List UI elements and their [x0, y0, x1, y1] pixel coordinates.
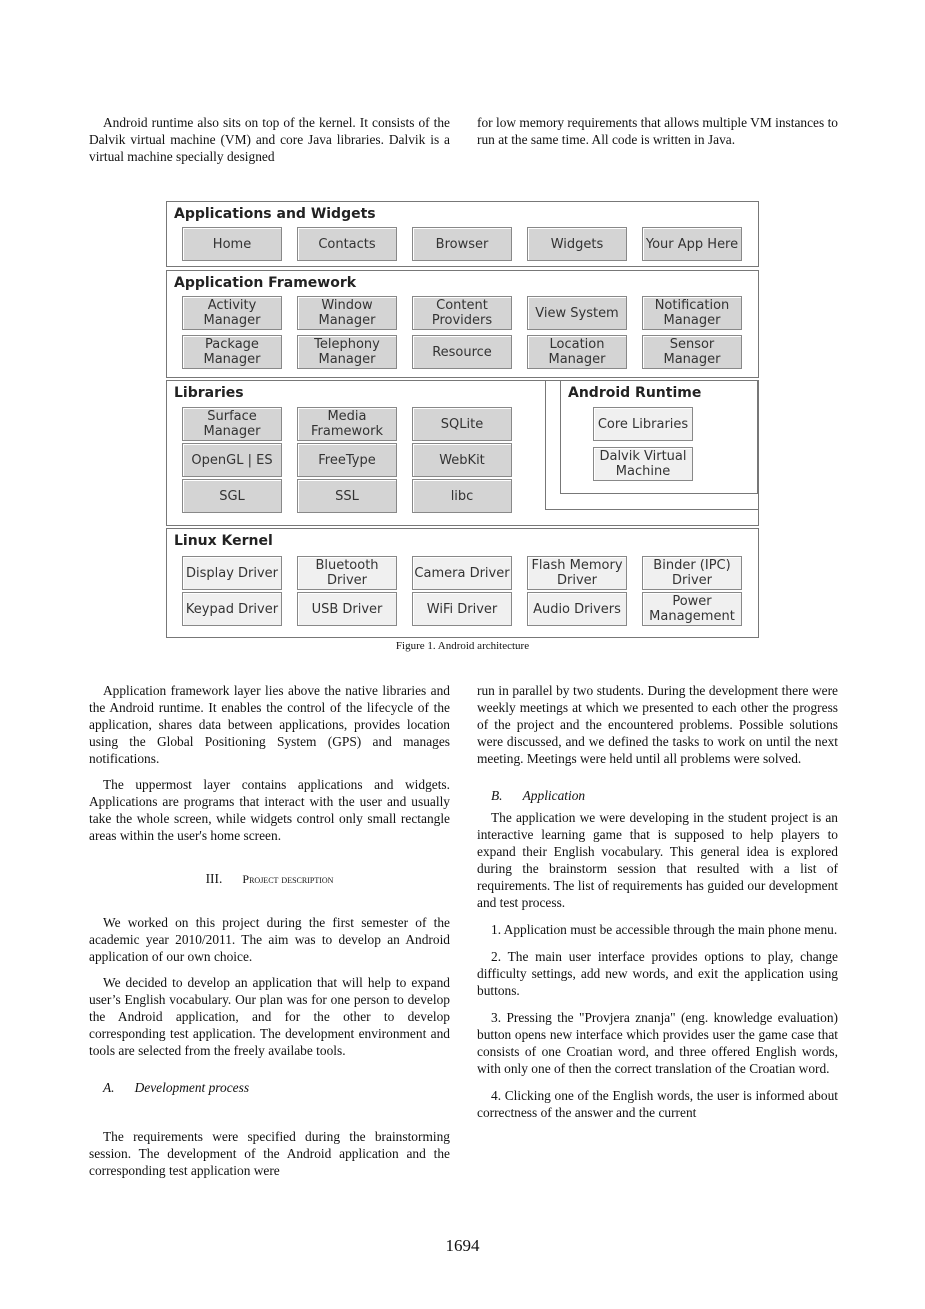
paragraph: Android runtime also sits on top of the kernel. It consists of the Dalvik virtual machine (VM) and core Java libraries. Dalvik is a virtual machine specially designed: [89, 115, 450, 164]
box-widgets: Widgets: [527, 227, 627, 261]
box-dalvik-vm: Dalvik Virtual Machine: [593, 447, 693, 481]
box-home: Home: [182, 227, 282, 261]
paragraph: run in parallel by two students. During the development there were weekly meetings at which we presented to each other the progress of the project and the encountered problems. Possible solutions were discussed, and we defined the tasks to work on until the next meeting. Meetings were held until all problems were solved.: [477, 683, 838, 766]
page-number: 1694: [445, 1236, 480, 1255]
box-flash-memory-driver: Flash Memory Driver: [527, 556, 627, 590]
box-location-manager: Location Manager: [527, 335, 627, 369]
figure-caption: Figure 1. Android architecture: [395, 640, 530, 652]
requirement-1: 1. Application must be accessible through the main phone menu.: [491, 922, 838, 937]
framework-layer: [166, 270, 759, 378]
bottom-left-column: [89, 682, 450, 1179]
box-telephony-manager: Telephony Manager: [297, 335, 397, 369]
box-binder-driver: Binder (IPC) Driver: [642, 556, 742, 590]
top-right-column: [477, 114, 838, 148]
box-your-app: Your App Here: [642, 227, 742, 261]
box-contacts: Contacts: [297, 227, 397, 261]
paragraph: The uppermost layer contains applications and widgets. Applications are programs that interact with the user and usually take the whole screen, while widgets control only small rectangle areas within the user's home screen.: [89, 777, 450, 843]
bottom-right-column: [477, 682, 838, 1121]
requirement-4: 4. Clicking one of the English words, the user is informed about correctness of the answer and the current: [477, 1088, 838, 1120]
subsection-heading: [477, 787, 838, 804]
box-sqlite: SQLite: [412, 407, 512, 441]
divider: [545, 509, 758, 510]
box-opengl: OpenGL | ES: [182, 443, 282, 477]
section-number: III.: [205, 871, 223, 886]
box-keypad-driver: Keypad Driver: [182, 592, 282, 626]
box-sensor-manager: Sensor Manager: [642, 335, 742, 369]
box-resource: Resource: [412, 335, 512, 369]
box-activity-manager: Activity Manager: [182, 296, 282, 330]
box-package-manager: Package Manager: [182, 335, 282, 369]
box-window-manager: Window Manager: [297, 296, 397, 330]
paragraph: We decided to develop an application that will help to expand user’s English vocabulary. Our plan was for one person to develop the Android application, and for the other to develop corresponding test application. The development environment and tools are selected from the freely availabe tools.: [89, 975, 450, 1058]
box-core-libraries: Core Libraries: [593, 407, 693, 441]
box-wifi-driver: WiFi Driver: [412, 592, 512, 626]
layer-title: Applications and Widgets: [174, 206, 376, 222]
box-freetype: FreeType: [297, 443, 397, 477]
box-usb-driver: USB Driver: [297, 592, 397, 626]
paragraph: We worked on this project during the first semester of the academic year 2010/2011. The aim was to develop an Android application of our own choice.: [89, 915, 450, 964]
subsection-number: A.: [103, 1080, 115, 1095]
architecture-figure: [166, 201, 759, 638]
requirement-3: 3. Pressing the "Provjera znanja" (eng. knowledge evaluation) button opens new interface which provides user the game case that consists of one Croatian word, and three offered English words, with only one of then the correct translation of the Croatian word.: [477, 1010, 838, 1076]
box-sgl: SGL: [182, 479, 282, 513]
paragraph: The requirements were specified during the brainstorming session. The development of the Android application and the corresponding test application were: [89, 1129, 450, 1178]
box-libc: libc: [412, 479, 512, 513]
top-left-column: [89, 114, 450, 165]
requirement-2: 2. The main user interface provides options to play, change difficulty settings, add new words, and exit the application using buttons.: [477, 949, 838, 998]
applications-layer: [166, 201, 759, 267]
subsection-heading: [89, 1079, 450, 1096]
box-ssl: SSL: [297, 479, 397, 513]
box-bluetooth-driver: Bluetooth Driver: [297, 556, 397, 590]
paragraph: Application framework layer lies above the native libraries and the Android runtime. It enables the control of the lifecycle of the application, shares data between applications, provides location using the Global Positioning System (GPS) and manages notifications.: [89, 683, 450, 766]
divider: [545, 381, 546, 510]
box-power-management: Power Management: [642, 592, 742, 626]
box-content-providers: Content Providers: [412, 296, 512, 330]
layer-title: Application Framework: [174, 275, 357, 291]
subsection-title: Development process: [134, 1080, 250, 1095]
runtime-layer: [560, 380, 758, 494]
layer-title: Linux Kernel: [174, 533, 273, 549]
box-audio-drivers: Audio Drivers: [527, 592, 627, 626]
section-heading: [89, 870, 450, 888]
subsection-number: B.: [491, 788, 503, 803]
layer-title: Libraries: [174, 385, 244, 401]
layer-title: Android Runtime: [568, 385, 702, 401]
section-title: Project description: [242, 872, 334, 886]
box-webkit: WebKit: [412, 443, 512, 477]
box-surface-manager: Surface Manager: [182, 407, 282, 441]
box-view-system: View System: [527, 296, 627, 330]
kernel-layer: [166, 528, 759, 638]
box-display-driver: Display Driver: [182, 556, 282, 590]
subsection-title: Application: [522, 788, 586, 803]
paragraph: The application we were developing in the student project is an interactive learning game that is supposed to help players to expand their English vocabulary. This general idea is explored during the brainstorm session that resulted with a list of requirements. The list of requirements has guided our development and test process.: [477, 810, 838, 910]
box-browser: Browser: [412, 227, 512, 261]
paragraph: for low memory requirements that allows multiple VM instances to run at the same time. All code is written in Java.: [477, 115, 838, 147]
box-notification-manager: Notification Manager: [642, 296, 742, 330]
box-media-framework: Media Framework: [297, 407, 397, 441]
box-camera-driver: Camera Driver: [412, 556, 512, 590]
